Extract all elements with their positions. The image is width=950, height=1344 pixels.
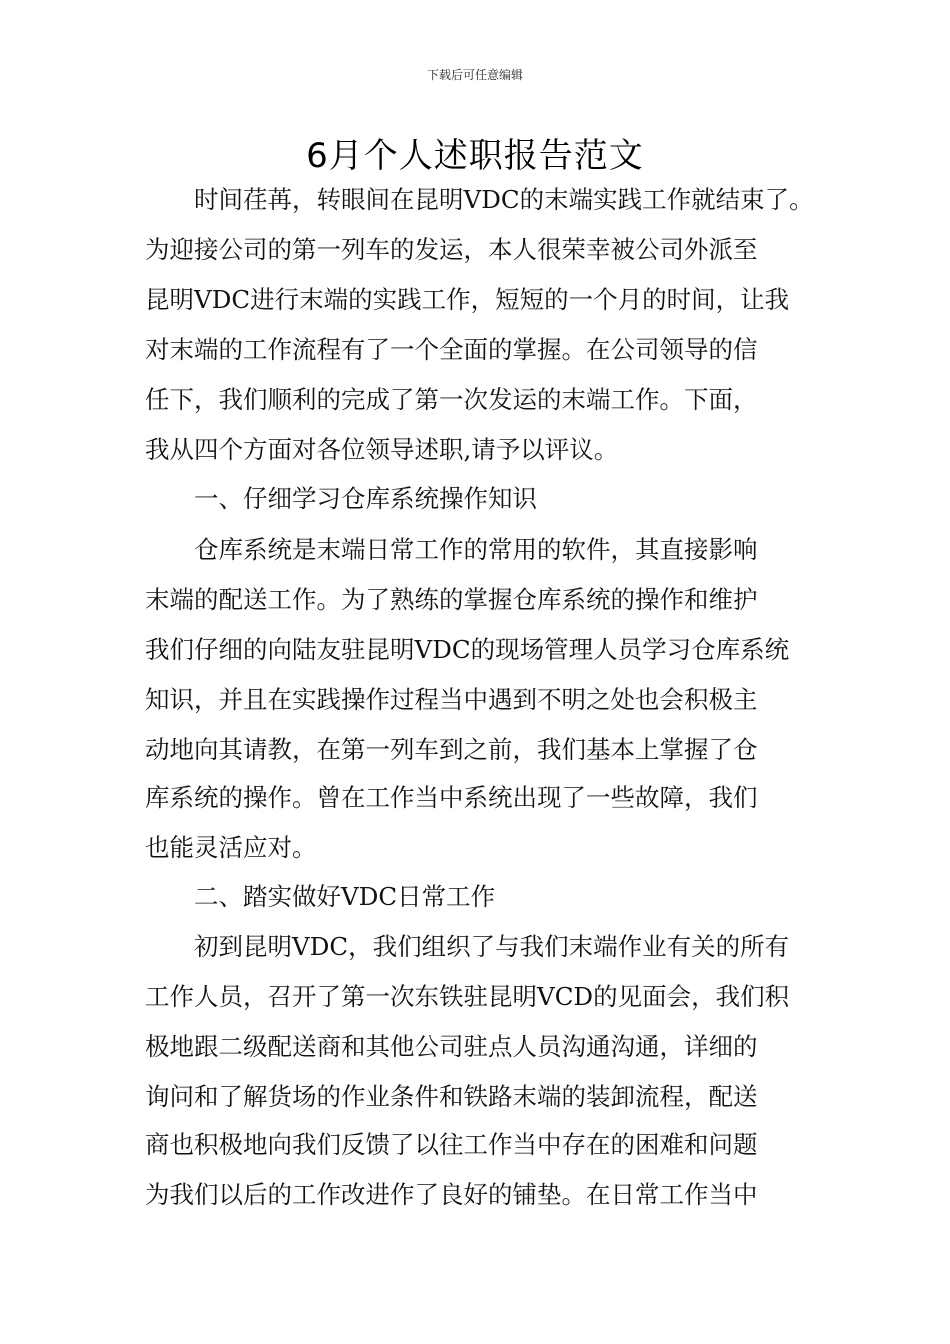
header-note: 下载后可任意编辑 — [426, 68, 523, 82]
body-line: 我从四个方面对各位领导述职,请予以评议。 — [145, 435, 619, 464]
body-line: 为迎接公司的第一列车的发运，本人很荣幸被公司外派至 — [145, 235, 758, 264]
body-line: 时间荏苒，转眼间在昆明VDC的末端实践工作就结束了。 — [145, 185, 814, 214]
section-heading: 二、踏实做好VDC日常工作 — [145, 882, 496, 911]
body-line: 也能灵活应对。 — [145, 833, 317, 862]
body-line: 知识，并且在实践操作过程当中遇到不明之处也会积极主 — [145, 685, 758, 714]
body-line: 商也积极地向我们反馈了以往工作当中存在的困难和问题 — [145, 1130, 758, 1159]
body-line: 对末端的工作流程有了一个全面的掌握。在公司领导的信 — [145, 335, 758, 364]
body-line: 末端的配送工作。为了熟练的掌握仓库系统的操作和维护 — [145, 585, 758, 614]
body-line: 我们仔细的向陆友驻昆明VDC的现场管理人员学习仓库系统 — [145, 635, 790, 664]
document-title: 6月个人述职报告范文 — [306, 136, 644, 176]
body-line: 仓库系统是末端日常工作的常用的软件，其直接影响 — [145, 535, 758, 564]
body-line: 任下，我们顺利的完成了第一次发运的末端工作。下面， — [145, 385, 758, 414]
body-line: 动地向其请教，在第一列车到之前，我们基本上掌握了仓 — [145, 735, 758, 764]
body-line: 初到昆明VDC，我们组织了与我们末端作业有关的所有 — [145, 932, 790, 961]
section-heading: 一、仔细学习仓库系统操作知识 — [145, 484, 537, 513]
body-line: 库系统的操作。曾在工作当中系统出现了一些故障，我们 — [145, 783, 758, 812]
body-line: 极地跟二级配送商和其他公司驻点人员沟通沟通，详细的 — [145, 1032, 758, 1061]
body-line: 昆明VDC进行末端的实践工作，短短的一个月的时间，让我 — [145, 285, 790, 314]
body-line: 工作人员，召开了第一次东铁驻昆明VCD的见面会，我们积 — [145, 982, 790, 1011]
body-line: 询问和了解货场的作业条件和铁路末端的装卸流程，配送 — [145, 1082, 758, 1111]
body-line: 为我们以后的工作改进作了良好的铺垫。在日常工作当中 — [145, 1180, 758, 1209]
